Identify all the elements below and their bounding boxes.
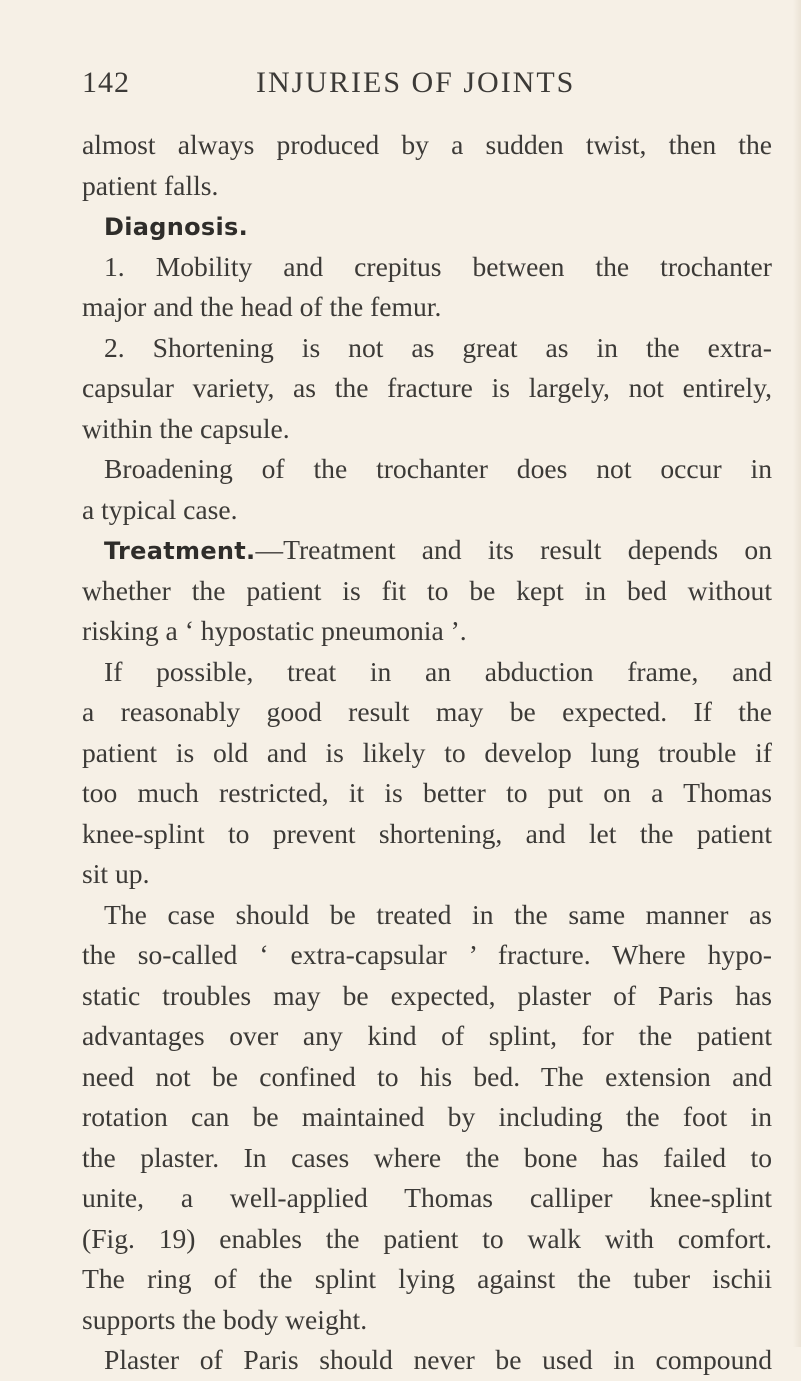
text-line: [82, 125, 772, 166]
line-text: whether the patient is fit to be kept in bed without: [82, 574, 772, 606]
text-line: [82, 368, 772, 409]
line-text: a typical case.: [82, 493, 238, 525]
text-line: [82, 854, 772, 895]
section-heading: Treatment.: [104, 537, 256, 565]
text-line: [82, 1219, 772, 1260]
text-line: [82, 733, 772, 774]
running-title: INJURIES OF JOINTS: [256, 66, 576, 99]
text-line: [82, 409, 772, 450]
text-line: [82, 530, 772, 571]
line-text: need not be confined to his bed. The extension and: [82, 1060, 772, 1092]
line-text: static troubles may be expected, plaster of Paris has: [82, 979, 772, 1011]
line-text: sit up.: [82, 858, 150, 889]
body-text: [82, 125, 772, 1381]
line-text: —Treatment and its result depends on: [255, 534, 772, 565]
text-line: [82, 1057, 772, 1098]
line-text: advantages over any kind of splint, for the patient: [82, 1020, 772, 1051]
line-text: risking a ‘ hypostatic pneumonia ’.: [82, 615, 467, 646]
text-line: [82, 895, 772, 936]
line-text: within the capsule.: [82, 412, 290, 444]
line-text: knee-splint to prevent shortening, and let the patient: [82, 817, 772, 849]
text-line: [82, 1259, 772, 1300]
line-text: The case should be treated in the same manner as: [104, 898, 772, 930]
text-line: [82, 490, 772, 531]
line-text: major and the head of the femur.: [82, 291, 442, 322]
line-text: patient falls.: [82, 169, 219, 201]
line-text: a reasonably good result may be expected. If the: [82, 696, 772, 727]
line-text: (Fig. 19) enables the patient to walk with comfort.: [82, 1222, 772, 1254]
running-head: [82, 66, 702, 106]
line-text: unite, a well-applied Thomas calliper knee-splint: [82, 1182, 772, 1213]
line-text: the so-called ‘ extra-capsular ’ fracture. Where hypo-: [82, 939, 772, 970]
line-text: Broadening of the trochanter does not occur in: [104, 453, 772, 484]
section-heading: Diagnosis.: [104, 213, 249, 241]
text-line: [82, 1178, 772, 1219]
line-text: almost always produced by a sudden twist, then the: [82, 129, 772, 160]
text-line: [82, 328, 772, 369]
page-number: 142: [82, 66, 130, 99]
text-line: [82, 773, 772, 814]
text-line: [82, 571, 772, 612]
text-line: [82, 206, 772, 247]
text-line: [82, 814, 772, 855]
line-text: patient is old and is likely to develop lung trouble if: [82, 736, 772, 768]
text-line: [82, 1138, 772, 1179]
text-line: [82, 1016, 772, 1057]
line-text: rotation can be maintained by including the foot in: [82, 1101, 772, 1132]
text-line: [82, 611, 772, 652]
line-text: too much restricted, it is better to put on a Thomas: [82, 777, 772, 808]
text-line: [82, 287, 772, 328]
line-text: The ring of the splint lying against the tuber ischii: [82, 1263, 772, 1294]
text-line: [82, 1097, 772, 1138]
text-line: [82, 449, 772, 490]
line-text: capsular variety, as the fracture is largely, not entirely,: [82, 372, 772, 403]
line-text: 2. Shortening is not as great as in the extra-: [104, 331, 772, 363]
text-line: [82, 692, 772, 733]
page-edge: [793, 0, 801, 1347]
line-text: Plaster of Paris should never be used in compound: [104, 1344, 772, 1375]
text-line: [82, 1300, 772, 1341]
text-line: [82, 652, 772, 693]
text-line: [82, 976, 772, 1017]
line-text: supports the body weight.: [82, 1303, 368, 1335]
text-line: [82, 1340, 772, 1381]
text-line: [82, 935, 772, 976]
line-text: If possible, treat in an abduction frame, and: [104, 655, 772, 687]
line-text: the plaster. In cases where the bone has failed to: [82, 1141, 772, 1173]
text-line: [82, 247, 772, 288]
line-text: 1. Mobility and crepitus between the trochanter: [104, 250, 772, 282]
text-line: [82, 166, 772, 207]
